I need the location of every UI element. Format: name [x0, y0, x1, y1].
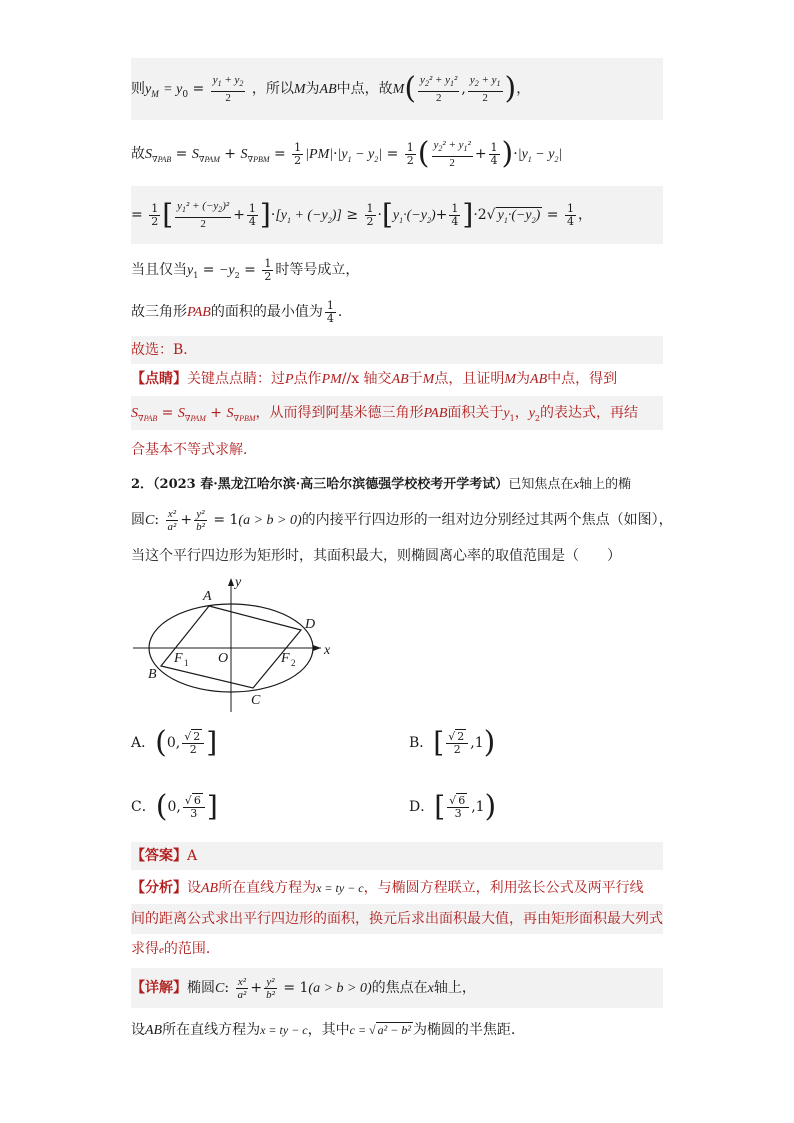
math-var: AB: [319, 82, 337, 97]
comment-line-2: $S_{\nabla PAB} = S_{\nabla PAM} + S_{\nabla PBM}$，从而得到阿基米德三角形PAB面积关于$y_1$，$y_2$的表达式，再结: [131, 396, 663, 430]
text: ，: [516, 81, 531, 97]
math-var: M: [293, 82, 306, 97]
text: 的内接平行四边形的一组对边分别经过其两个焦点（如图），: [301, 512, 673, 528]
math-var: PAB: [187, 305, 211, 320]
question-2-line-3: 当这个平行四边形为矩形时，其面积最大，则椭圆离心率的取值范围是（ ）: [131, 548, 621, 564]
math-var: C: [215, 981, 225, 996]
text: 已知焦点在: [508, 477, 574, 492]
text: 则: [131, 81, 145, 97]
svg-text:2: 2: [291, 658, 296, 668]
text: 圆: [131, 512, 145, 528]
text: 的表达式，再结: [540, 405, 639, 421]
math-var: AB: [530, 372, 548, 387]
option-d[interactable]: D．[ $\frac{√ 6}{3}$ ,1): [409, 789, 497, 824]
text: .: [337, 304, 343, 320]
solution-line-4: 当且仅当$y_1 = -y_2$ = $\frac{1}{2}$ 时等号成立，: [131, 256, 360, 283]
label-a: A: [203, 589, 212, 604]
detail-line-2: 设AB所在直线方程为x = ty − c，其中c = √ a² − b² 为椭圆的半焦距.: [131, 1022, 516, 1038]
text: 的面积的最小值为: [210, 304, 323, 320]
solution-line-5: 故三角形PAB的面积的最小值为 $\frac{1}{4}$ .: [131, 298, 343, 325]
math-var: y: [528, 406, 535, 421]
question-source: （2023 春·黑龙江哈尔滨·高三哈尔滨德强学校校考开学考试）: [153, 477, 509, 492]
text: 所在直线方程为: [162, 1022, 261, 1038]
math-var: AB: [391, 372, 409, 387]
math-var: P: [285, 372, 294, 387]
text: 轴上，: [433, 980, 476, 996]
math-var: AB: [201, 881, 219, 896]
text: 设: [131, 1022, 145, 1038]
solution-line-3: = $\frac{1}{2}$ [ $\frac{y_1^2 + (-y_2)^2}{2}$ + $\frac{1}{4}$ ]$\cdot[y_1 + (-y_2)]$ ≥ $\frac{1}{2}$ $\cdot[y_1\cdot(-y_2)+$ $\frac{1}{4}$ ]·2√ $y_1\cdot(-y_2)$ = $\frac{1}{4}$ ，: [131, 186, 663, 244]
answer-line: [131, 842, 663, 870]
analysis-tag: 【分析】: [131, 880, 187, 896]
text: 为椭圆的半焦距.: [412, 1022, 516, 1038]
option-label: D．: [409, 799, 435, 815]
text: 为: [305, 81, 320, 97]
solution-line-2: 故$S_{\nabla PAB} = S_{\nabla PAM} + S_{\nabla PBM}$ = $\frac{1}{2}$ $|PM|\cdot|y_1 - y_2|$ = $\frac{1}{2}$ ( $\frac{y_2^2 + y_1^2}{2}$ + $\frac{1}{4}$ )$\cdot|y_1 - y_2|$: [131, 136, 563, 171]
svg-text:1: 1: [184, 658, 189, 668]
math-var: e: [159, 944, 164, 956]
comment-line-1: [131, 364, 663, 394]
text: 求得: [131, 941, 159, 957]
detail-line-1: 【详解】椭圆C: $\frac{\text{x²}}{\text{a²}}$ + $\frac{\text{y²}}{\text{b²}}$ = 1(a > b > 0)的焦点在x轴上，: [131, 968, 663, 1008]
analysis-line-2: 间的距离公式求出平行四边形的面积，换元后求出面积最大值，再由矩形面积最大列式: [131, 904, 663, 934]
comment-tag: 【点睛】: [131, 371, 187, 387]
math-var: x: [573, 476, 580, 491]
label-o: O: [218, 651, 229, 666]
text: 的焦点在: [371, 980, 428, 996]
x-axis-arrow: [313, 645, 321, 651]
math-var: PM: [321, 372, 342, 387]
text: ，所以: [251, 81, 294, 97]
text: 椭圆: [187, 980, 215, 996]
text: //x 轴交: [341, 371, 392, 387]
answer-value: A: [187, 848, 198, 864]
option-c[interactable]: C．(0, $\frac{√ 6}{3}$ ]: [131, 789, 218, 824]
text: ，从而得到阿基米德三角形: [255, 405, 424, 421]
math-var: AB: [145, 1023, 163, 1038]
text: 于: [408, 371, 423, 387]
text: 中点，得到: [547, 371, 618, 387]
label-f1: F: [174, 651, 183, 666]
question-2-line-2: 圆C: $\frac{\text{x²}}{\text{a²}}$ + $\frac{\text{y²}}{\text{b²}}$ = 1(a > b > 0)的内接平行四边形的一组对边分别经过其两个焦点（如图），: [131, 507, 673, 533]
analysis-line-1: [131, 872, 663, 904]
option-b[interactable]: B．[ $\frac{√ 2}{2}$ ,1): [409, 725, 496, 760]
text: 关键点点睛：过: [187, 371, 285, 387]
label-f2: F: [281, 651, 290, 666]
ellipse-figure: [131, 574, 346, 714]
solution-line-6: 故选：B．: [131, 336, 663, 364]
text: 故三角形: [131, 304, 187, 320]
math-var: M: [504, 372, 517, 387]
label-c: C: [251, 693, 261, 708]
text: 中点，故: [336, 81, 393, 97]
label-y: y: [235, 575, 242, 590]
text: ，其中: [307, 1022, 350, 1038]
math-var: M: [422, 372, 435, 387]
label-d: D: [305, 617, 316, 632]
text: 点作: [293, 371, 322, 387]
text: 为: [516, 371, 531, 387]
math-var: PAB: [423, 406, 448, 421]
option-a[interactable]: A．(0, $\frac{√ 2}{2}$ ]: [131, 725, 218, 760]
equation: x = ty − c: [316, 881, 364, 895]
text: 所在直线方程为: [218, 880, 317, 896]
text: 设: [187, 880, 201, 896]
text: 点，且证明: [434, 371, 505, 387]
analysis-line-3: [131, 934, 663, 964]
text: ，与椭圆方程联立，利用弦长公式及两平行线: [363, 880, 644, 896]
question-number: 2．: [131, 477, 154, 492]
label-b: B: [148, 667, 157, 682]
answer-tag: 【答案】: [131, 848, 187, 864]
text: ，: [514, 405, 529, 421]
text: 的范围．: [163, 941, 220, 957]
math-var: x: [427, 981, 434, 996]
option-label: A．: [131, 735, 156, 751]
option-label: B．: [409, 735, 434, 751]
detail-tag: 【详解】: [131, 980, 187, 996]
option-label: C．: [131, 799, 156, 815]
question-2-line-1: [131, 470, 663, 498]
comment-line-3: 合基本不等式求解．: [131, 442, 257, 458]
math-var: y: [503, 406, 510, 421]
solution-line-1: 则$y_M = y_0$ = $\frac{y_1 + y_2}{2}$ ，所以M为AB中点，故M( $\frac{y_2^2 + y_1^2}{2}$ , $\frac{y_2 + y_1}{2}$ )，: [131, 58, 663, 120]
math-var: C: [145, 513, 155, 528]
text: 面积关于: [447, 405, 504, 421]
text: 当且仅当: [131, 262, 187, 278]
text: 时等号成立，: [275, 262, 360, 278]
label-x: x: [324, 643, 331, 658]
text: 轴上的椭: [579, 477, 632, 492]
y-axis-arrow: [228, 578, 234, 586]
equation: x = ty − c: [260, 1023, 308, 1037]
text: 故: [131, 146, 145, 162]
